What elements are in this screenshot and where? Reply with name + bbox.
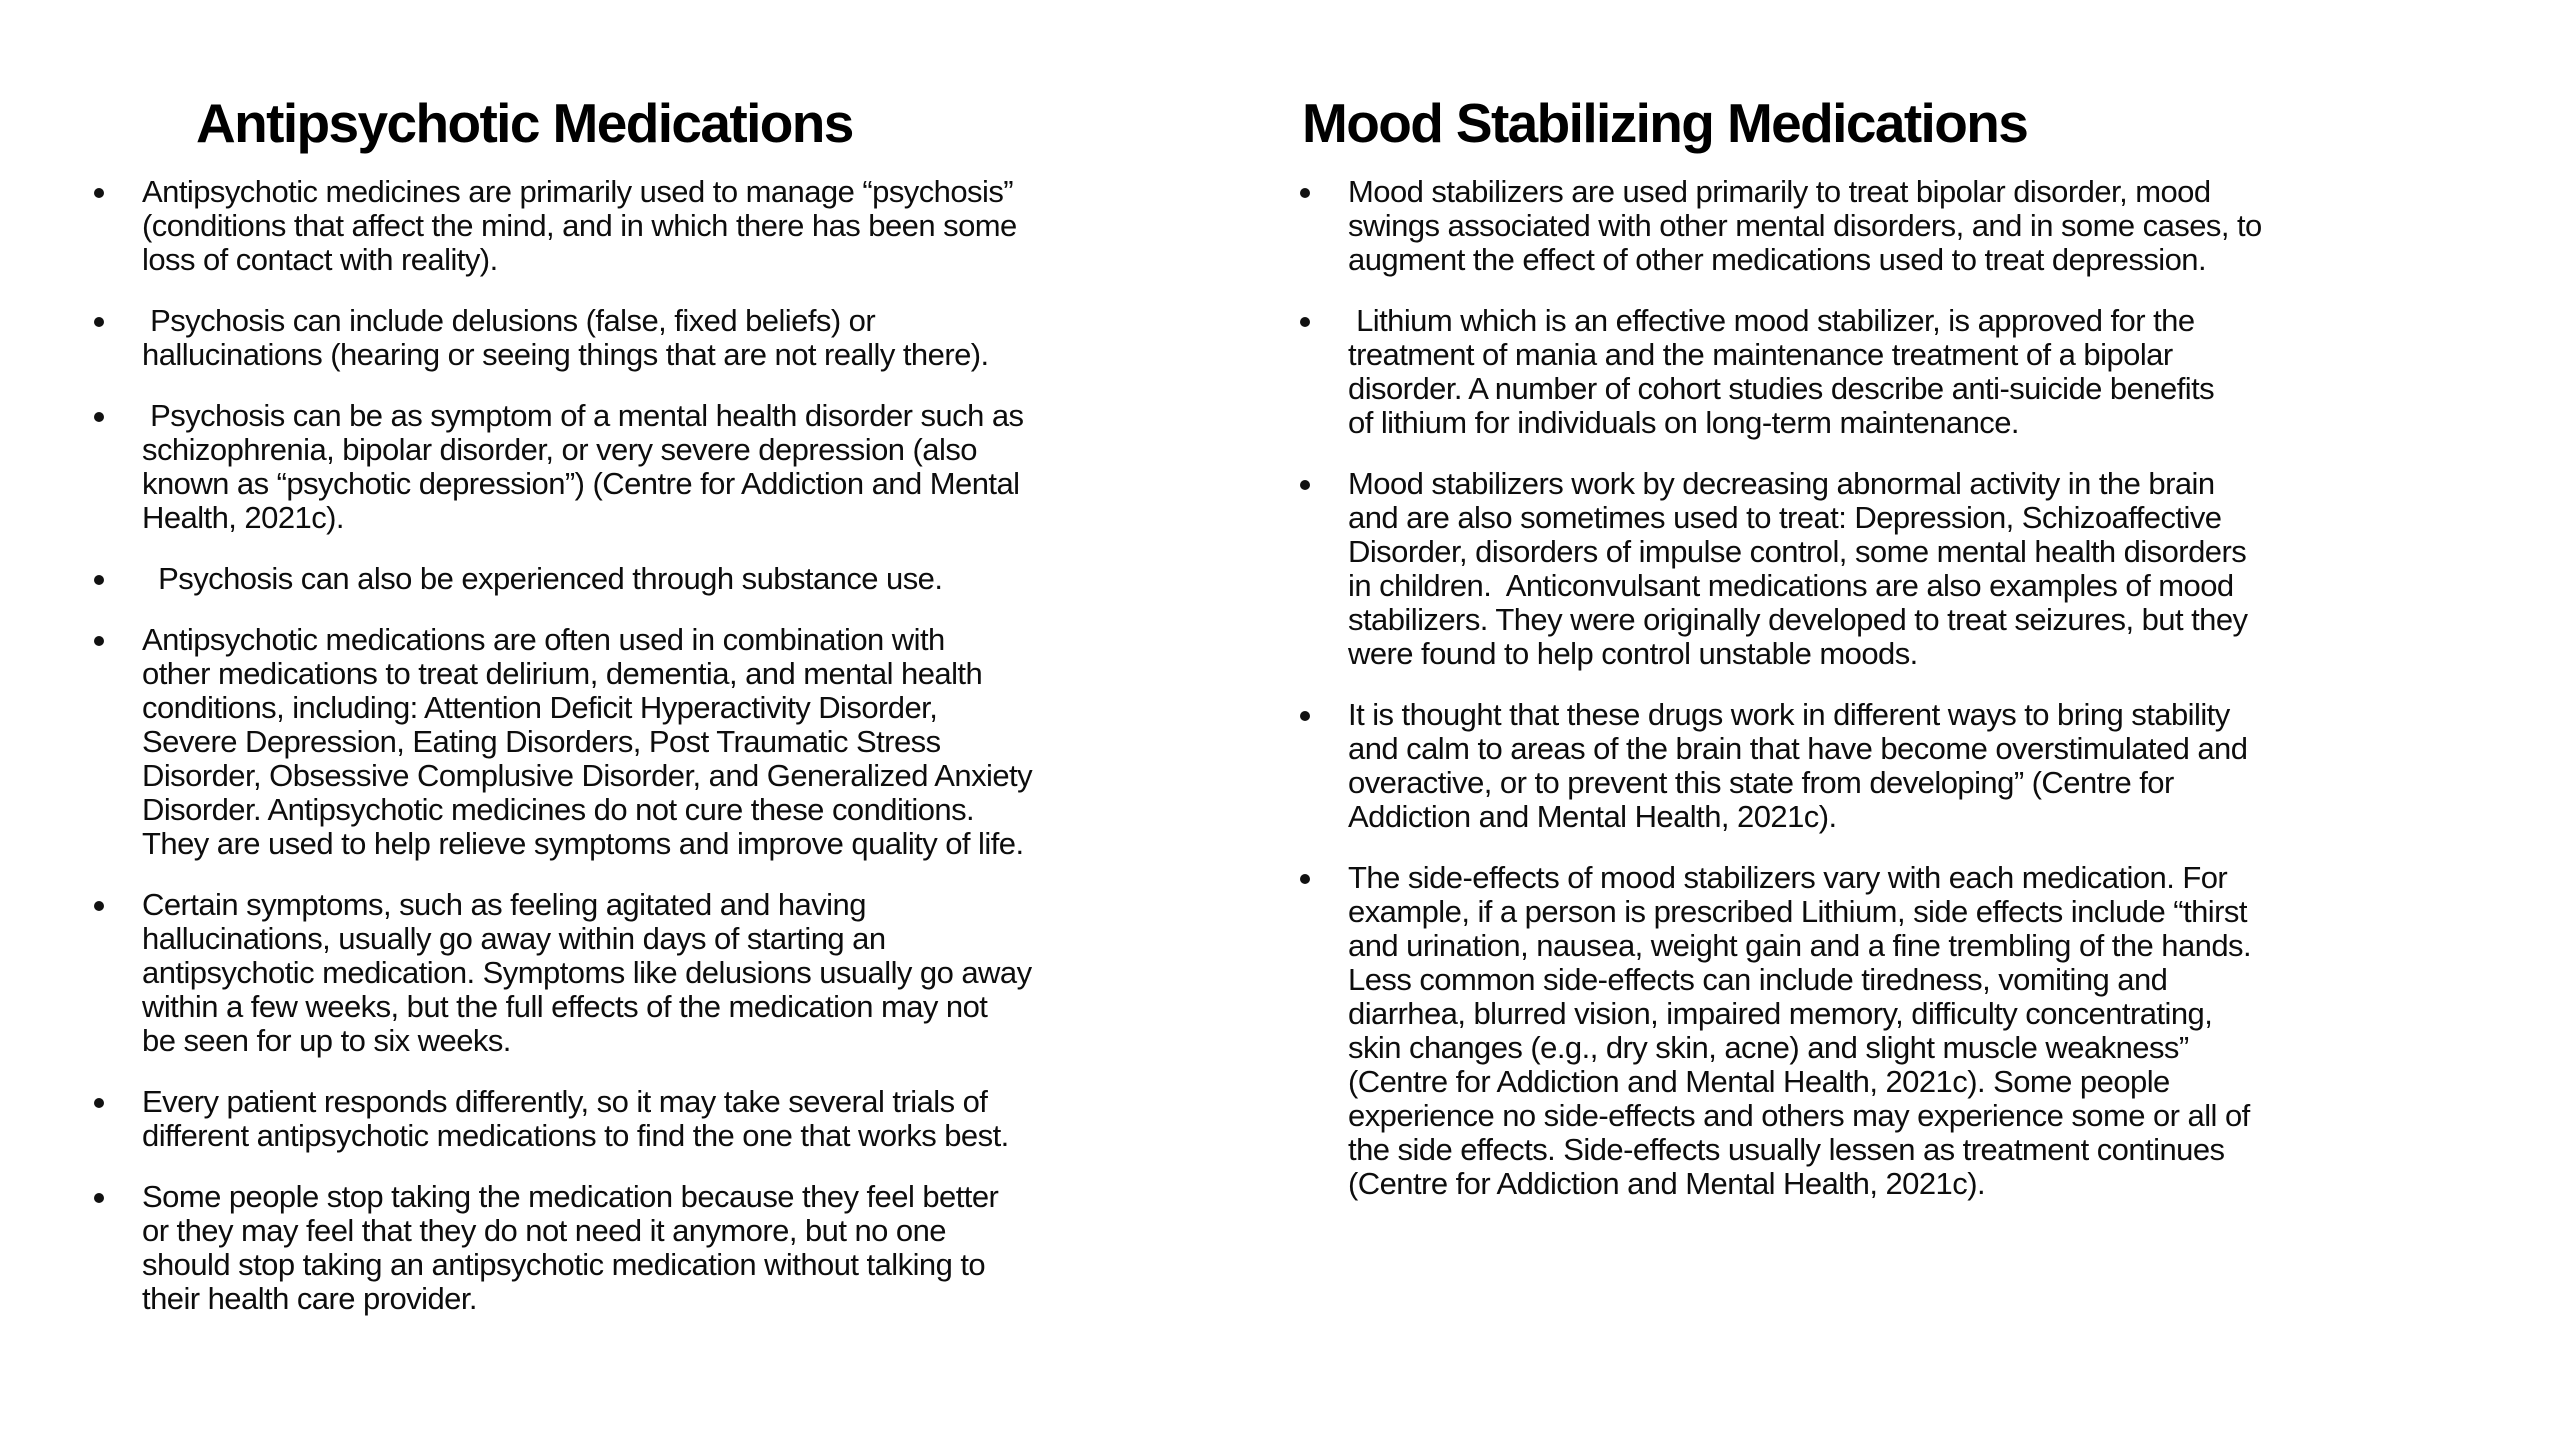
bullet-text-line: Mood stabilizers work by decreasing abnormal activity in the brain <box>1348 466 2215 501</box>
bullet-text-line: Antipsychotic medications are often used in combination with <box>142 622 945 657</box>
bullet-item <box>142 304 1032 372</box>
bullet-dot-icon <box>94 1193 104 1203</box>
bullet-item <box>142 1085 1032 1153</box>
bullet-item <box>1348 467 2262 671</box>
bullet-text-line: different antipsychotic medications to find the one that works best. <box>142 1118 1009 1153</box>
bullet-text-line: loss of contact with reality). <box>142 242 498 277</box>
bullet-text-line: and are also sometimes used to treat: Depression, Schizoaffective <box>1348 500 2222 535</box>
bullet-text-line: Psychosis can also be experienced through substance use. <box>142 561 943 596</box>
bullet-text-line: Disorder, disorders of impulse control, some mental health disorders <box>1348 534 2247 569</box>
bullet-item <box>142 562 1032 596</box>
bullet-text-line: Less common side-effects can include tiredness, vomiting and <box>1348 962 2168 997</box>
bullet-text-line: Disorder, Obsessive Complusive Disorder, and Generalized Anxiety <box>142 758 1033 793</box>
bullet-text-line: within a few weeks, but the full effects of the medication may not <box>142 989 988 1024</box>
bullet-text-line: in children. Anticonvulsant medications are also examples of mood <box>1348 568 2234 603</box>
bullet-text-line: Addiction and Mental Health, 2021c). <box>1348 799 1837 834</box>
bullet-text-line: augment the effect of other medications used to treat depression. <box>1348 242 2207 277</box>
bullet-dot-icon <box>94 1098 104 1108</box>
bullet-item <box>1348 304 2262 440</box>
bullet-text-line: Some people stop taking the medication because they feel better <box>142 1179 999 1214</box>
bullet-text-line: (Centre for Addiction and Mental Health, 2021c). <box>1348 1166 1986 1201</box>
bullet-text-line: be seen for up to six weeks. <box>142 1023 511 1058</box>
bullet-text-line: stabilizers. They were originally developed to treat seizures, but they <box>1348 602 2248 637</box>
bullet-item <box>142 1180 1032 1316</box>
bullet-text-line: (Centre for Addiction and Mental Health, 2021c). Some people <box>1348 1064 2170 1099</box>
bullet-dot-icon <box>1300 480 1310 490</box>
bullet-item <box>142 399 1032 535</box>
bullet-text-line: conditions, including: Attention Deficit Hyperactivity Disorder, <box>142 690 938 725</box>
bullet-item <box>142 623 1032 861</box>
bullet-text-line: hallucinations, usually go away within days of starting an <box>142 921 886 956</box>
bullet-text-line: their health care provider. <box>142 1281 477 1316</box>
bullet-dot-icon <box>94 575 104 585</box>
bullet-text-line: hallucinations (hearing or seeing things that are not really there). <box>142 337 989 372</box>
bullet-text-line: swings associated with other mental disorders, and in some cases, to <box>1348 208 2262 243</box>
bullet-item <box>1348 861 2262 1201</box>
bullet-text-line: antipsychotic medication. Symptoms like delusions usually go away <box>142 955 1032 990</box>
bullet-text-line: other medications to treat delirium, dementia, and mental health <box>142 656 983 691</box>
mood-stabilizer-title: Mood Stabilizing Medications <box>1302 92 2028 154</box>
bullet-text-line: example, if a person is prescribed Lithium, side effects include “thirst <box>1348 894 2247 929</box>
bullet-text-line: Every patient responds differently, so it may take several trials of <box>142 1084 988 1119</box>
bullet-text-line: (conditions that affect the mind, and in which there has been some <box>142 208 1017 243</box>
bullet-dot-icon <box>94 412 104 422</box>
bullet-item <box>142 888 1032 1058</box>
bullet-text-line: overactive, or to prevent this state from developing” (Centre for <box>1348 765 2174 800</box>
bullet-item <box>1348 175 2262 277</box>
bullet-text-line: or they may feel that they do not need it anymore, but no one <box>142 1213 946 1248</box>
bullet-dot-icon <box>1300 874 1310 884</box>
bullet-dot-icon <box>94 636 104 646</box>
antipsychotic-title: Antipsychotic Medications <box>196 92 853 154</box>
bullet-text-line: Mood stabilizers are used primarily to treat bipolar disorder, mood <box>1348 174 2211 209</box>
bullet-text-line: experience no side-effects and others may experience some or all of <box>1348 1098 2250 1133</box>
bullet-text-line: They are used to help relieve symptoms and improve quality of life. <box>142 826 1024 861</box>
bullet-text-line: It is thought that these drugs work in different ways to bring stability <box>1348 697 2230 732</box>
bullet-text-line: known as “psychotic depression”) (Centre for Addiction and Mental <box>142 466 1020 501</box>
bullet-text-line: disorder. A number of cohort studies describe anti-suicide benefits <box>1348 371 2215 406</box>
bullet-dot-icon <box>1300 188 1310 198</box>
bullet-dot-icon <box>94 188 104 198</box>
bullet-text-line: Severe Depression, Eating Disorders, Post Traumatic Stress <box>142 724 941 759</box>
bullet-text-line: schizophrenia, bipolar disorder, or very severe depression (also <box>142 432 977 467</box>
bullet-text-line: Lithium which is an effective mood stabilizer, is approved for the <box>1348 303 2195 338</box>
bullet-dot-icon <box>94 901 104 911</box>
bullet-dot-icon <box>1300 317 1310 327</box>
bullet-text-line: Health, 2021c). <box>142 500 344 535</box>
bullet-item <box>1348 698 2262 834</box>
bullet-text-line: the side effects. Side-effects usually lessen as treatment continues <box>1348 1132 2225 1167</box>
bullet-text-line: were found to help control unstable moods. <box>1348 636 1918 671</box>
bullet-text-line: Certain symptoms, such as feeling agitated and having <box>142 887 866 922</box>
antipsychotic-bullet-list <box>142 175 1032 1343</box>
bullet-text-line: skin changes (e.g., dry skin, acne) and slight muscle weakness” <box>1348 1030 2189 1065</box>
bullet-text-line: diarrhea, blurred vision, impaired memory, difficulty concentrating, <box>1348 996 2213 1031</box>
bullet-text-line: The side-effects of mood stabilizers vary with each medication. For <box>1348 860 2228 895</box>
bullet-dot-icon <box>94 317 104 327</box>
bullet-text-line: Psychosis can include delusions (false, fixed beliefs) or <box>142 303 876 338</box>
bullet-text-line: and calm to areas of the brain that have become overstimulated and <box>1348 731 2248 766</box>
bullet-text-line: and urination, nausea, weight gain and a fine trembling of the hands. <box>1348 928 2252 963</box>
bullet-dot-icon <box>1300 711 1310 721</box>
mood-stabilizer-bullet-list <box>1348 175 2262 1228</box>
bullet-text-line: Disorder. Antipsychotic medicines do not cure these conditions. <box>142 792 975 827</box>
bullet-text-line: of lithium for individuals on long-term maintenance. <box>1348 405 2019 440</box>
bullet-text-line: Psychosis can be as symptom of a mental health disorder such as <box>142 398 1024 433</box>
bullet-text-line: treatment of mania and the maintenance treatment of a bipolar <box>1348 337 2173 372</box>
bullet-text-line: should stop taking an antipsychotic medication without talking to <box>142 1247 986 1282</box>
bullet-text-line: Antipsychotic medicines are primarily used to manage “psychosis” <box>142 174 1014 209</box>
bullet-item <box>142 175 1032 277</box>
